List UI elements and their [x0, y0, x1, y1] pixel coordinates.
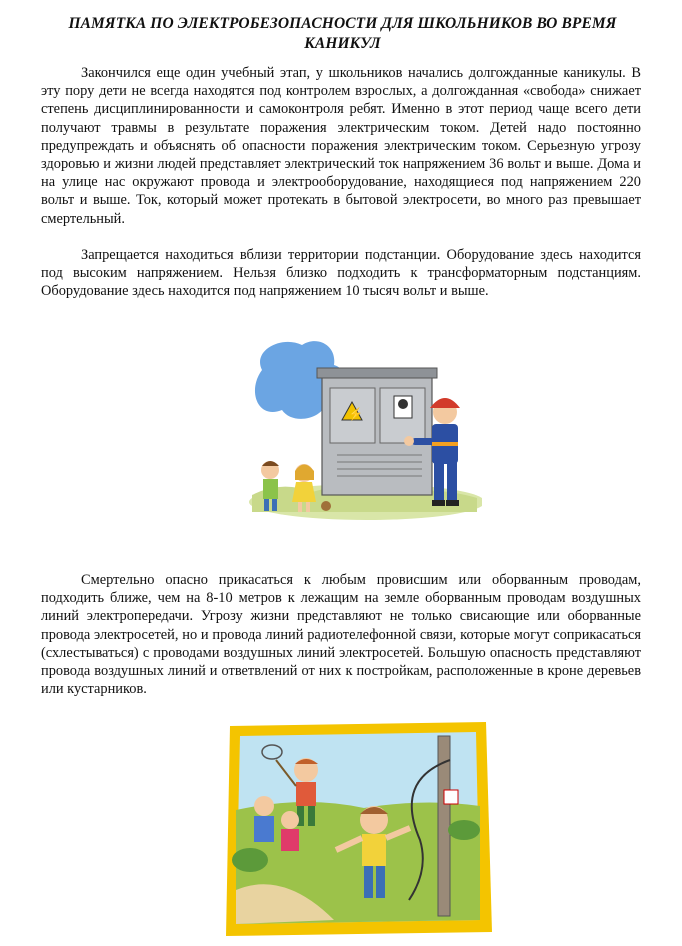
- paragraph-wires: [41, 571, 641, 698]
- paragraph-substation: [41, 246, 641, 301]
- broken-wire-illustration: [224, 720, 494, 938]
- paragraph-3-text: Смертельно опасно прикасаться к любым провисшим или оборванным проводам, подходить ближе, чем на 8-10 метров к лежащим на земле оборванным проводам воздушных линий электропередачи. Угрозу жизни представляют не только свисающие или оборванные провода электросетей, но и провода линий радиотелефонной связи, которые могут соприкасаться (схлестываться) с проводами воздушных линий электросетей. Большую опасность представляют провода воздушных линий и ответвлений от них к постройкам, расположенные в кроне деревьев или кустарников.: [41, 572, 641, 698]
- paragraph-intro: [41, 64, 641, 228]
- paragraph-1-text: Закончился еще один учебный этап, у школьников начались долгожданные каникулы. В эту пору дети не всегда находятся под контролем взрослых, а долгожданная «свобода» снижает степень дисциплинированности и самоконтроля ребят. Именно в этот период чаще всего дети получают травмы в результате поражения электрическим током. Детей надо постоянно предупреждать и объяснять об опасности поражения электрическим током. Серьезную угрозу здоровью и жизни людей представляет электрический ток напряжением 36 вольт и выше. Дома и на улице нас окружают провода и электрооборудование, находящиеся под напряжением 220 вольт и выше. Ток, который может протекать в бытовой электросети, во много раз превышает смертельный.: [41, 65, 641, 227]
- paragraph-2-text: Запрещается находиться вблизи территории подстанции. Оборудование здесь находится под высоким напряжением. Нельзя близко подходить к трансформаторным подстанциям. Оборудование здесь находится под напряжением 10 тысяч вольт и выше.: [41, 247, 641, 300]
- svg-text:⚡: ⚡: [348, 407, 363, 421]
- document-title: ПАМЯТКА ПО ЭЛЕКТРОБЕЗОПАСНОСТИ ДЛЯ ШКОЛЬНИКОВ ВО ВРЕМЯ КАНИКУЛ: [68, 15, 617, 52]
- substation-illustration: [242, 330, 482, 530]
